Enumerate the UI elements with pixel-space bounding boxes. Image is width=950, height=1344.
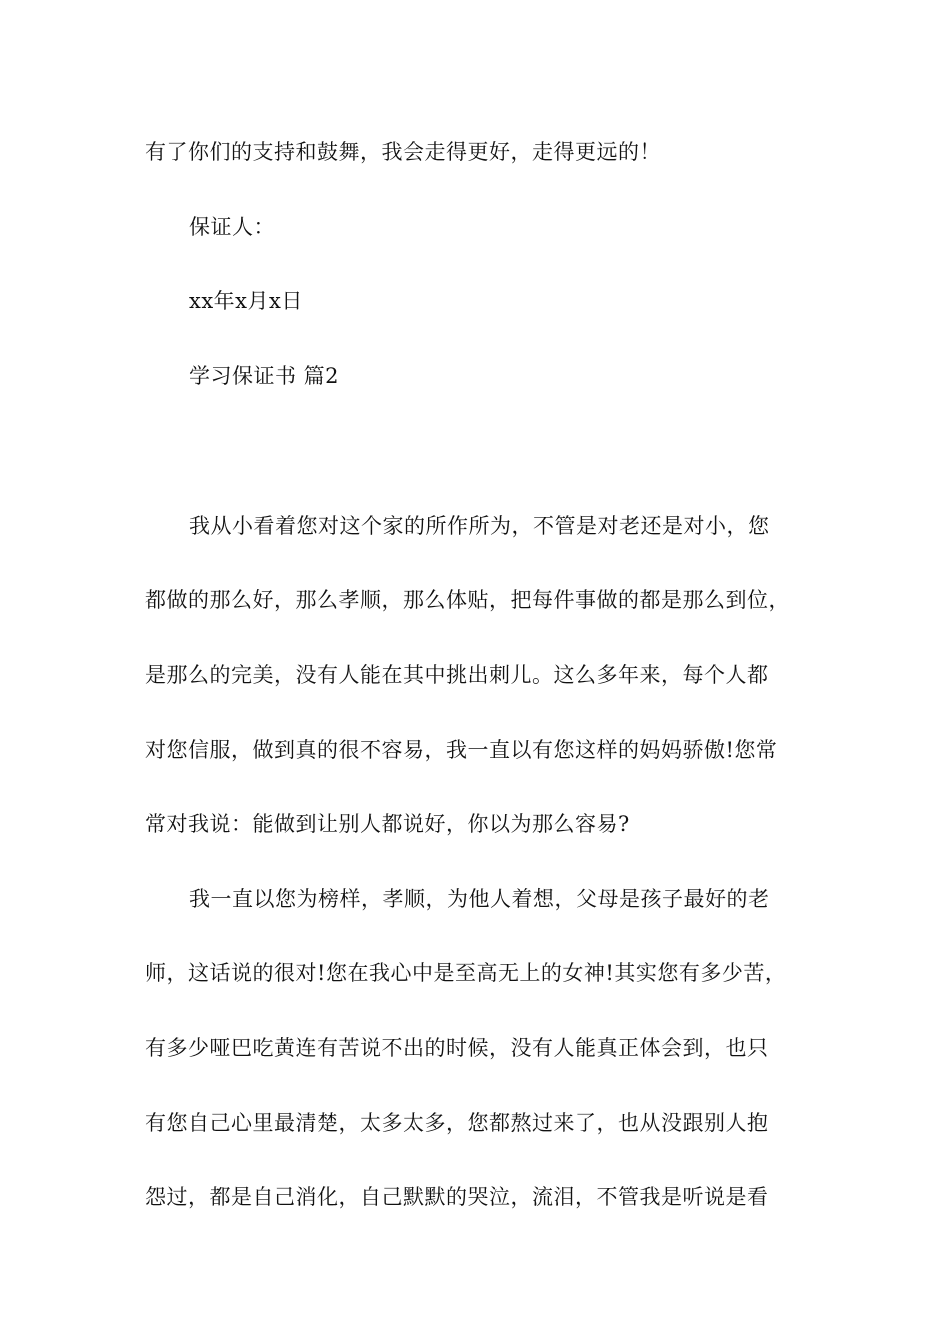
paragraph-closing-line: 有了你们的支持和鼓舞，我会走得更好，走得更远的！	[145, 140, 661, 164]
body-line: 我一直以您为榜样，孝顺，为他人着想，父母是孩子最好的老	[189, 887, 770, 911]
date-line: xx年x月x日	[189, 289, 303, 313]
body-line: 对您信服，做到真的很不容易，我一直以有您这样的妈妈骄傲!您常	[145, 738, 778, 762]
body-line: 都做的那么好，那么孝顺，那么体贴，把每件事做的都是那么到位，	[145, 588, 790, 612]
body-line: 有多少哑巴吃黄连有苦说不出的时候，没有人能真正体会到，也只	[145, 1036, 769, 1060]
body-line: 有您自己心里最清楚，太多太多，您都熬过来了，也从没跟别人抱	[145, 1111, 769, 1135]
section-title: 学习保证书 篇2	[189, 364, 340, 388]
guarantor-label: 保证人：	[189, 215, 275, 239]
body-line: 是那么的完美，没有人能在其中挑出刺儿。这么多年来，每个人都	[145, 663, 769, 687]
body-line: 怨过，都是自己消化，自己默默的哭泣，流泪，不管我是听说是看	[145, 1185, 769, 1209]
body-line: 常对我说：能做到让别人都说好，你以为那么容易?	[145, 812, 630, 836]
body-line: 我从小看着您对这个家的所作所为，不管是对老还是对小，您	[189, 514, 770, 538]
body-line: 师，这话说的很对!您在我心中是至高无上的女神!其实您有多少苦，	[145, 961, 787, 985]
